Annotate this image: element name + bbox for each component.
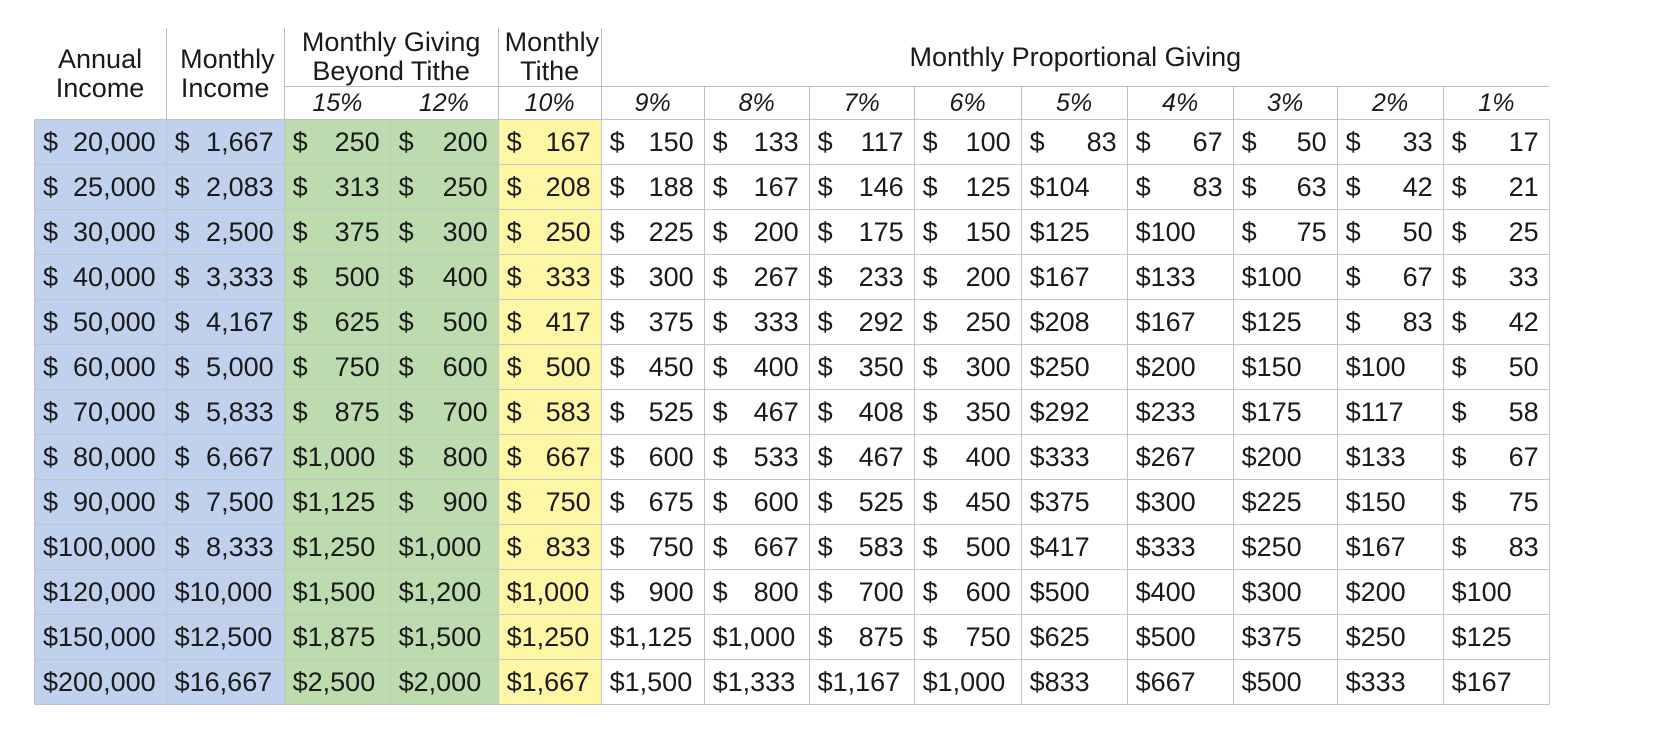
annual-income-header: Annual Income xyxy=(55,44,145,103)
table-row xyxy=(35,525,1550,570)
table-cell: $233 xyxy=(1127,390,1233,435)
table-cell: $ 375 xyxy=(284,210,390,255)
table-row xyxy=(35,120,1550,165)
table-cell: $ 350 xyxy=(914,390,1021,435)
table-cell: $ 67 xyxy=(1443,435,1549,480)
table-cell: $ 42 xyxy=(1443,300,1549,345)
table-cell: $ 2,500 xyxy=(166,210,284,255)
beyond-tithe-header: Monthly Giving Beyond Tithe xyxy=(284,28,498,87)
pct-header: 4% xyxy=(1127,87,1233,120)
table-cell: $1,875 xyxy=(284,615,390,660)
table-cell: $ 700 xyxy=(809,570,914,615)
table-cell: $ 875 xyxy=(284,390,390,435)
table-cell: $333 xyxy=(1127,525,1233,570)
table-cell: $625 xyxy=(1021,615,1127,660)
table-cell: $833 xyxy=(1021,660,1127,705)
table-cell: $ 833 xyxy=(498,525,601,570)
table-cell: $ 467 xyxy=(704,390,809,435)
table-cell: $ 133 xyxy=(704,120,809,165)
table-cell: $1,500 xyxy=(390,615,498,660)
table-cell: $ 500 xyxy=(284,255,390,300)
table-cell: $ 67 xyxy=(1337,255,1443,300)
table-cell: $100 xyxy=(1443,570,1549,615)
giving-table xyxy=(34,28,1550,705)
table-row xyxy=(35,165,1550,210)
table-cell: $ 300 xyxy=(914,345,1021,390)
table-cell: $ 150 xyxy=(914,210,1021,255)
table-cell: $ 233 xyxy=(809,255,914,300)
table-cell: $375 xyxy=(1233,615,1337,660)
table-cell: $1,250 xyxy=(498,615,601,660)
table-cell: $100 xyxy=(1337,345,1443,390)
table-cell: $ 200 xyxy=(914,255,1021,300)
table-cell: $1,000 xyxy=(914,660,1021,705)
table-cell: $225 xyxy=(1233,480,1337,525)
table-cell: $ 583 xyxy=(498,390,601,435)
table-cell: $292 xyxy=(1021,390,1127,435)
table-cell: $1,500 xyxy=(601,660,704,705)
table-cell: $400 xyxy=(1127,570,1233,615)
table-cell: $ 533 xyxy=(704,435,809,480)
table-cell: $ 58 xyxy=(1443,390,1549,435)
pct-header: 5% xyxy=(1021,87,1127,120)
table-cell: $ 525 xyxy=(809,480,914,525)
table-cell: $12,500 xyxy=(166,615,284,660)
table-cell: $ 467 xyxy=(809,435,914,480)
table-cell: $375 xyxy=(1021,480,1127,525)
table-cell: $ 400 xyxy=(390,255,498,300)
table-cell: $167 xyxy=(1443,660,1549,705)
table-cell: $2,500 xyxy=(284,660,390,705)
table-cell: $117 xyxy=(1337,390,1443,435)
table-cell: $ 20,000 xyxy=(35,120,167,165)
table-cell: $1,000 xyxy=(284,435,390,480)
table-cell: $ 750 xyxy=(498,480,601,525)
table-cell: $ 83 xyxy=(1127,165,1233,210)
table-cell: $ 7,500 xyxy=(166,480,284,525)
table-row xyxy=(35,210,1550,255)
table-cell: $ 600 xyxy=(390,345,498,390)
table-row xyxy=(35,660,1550,705)
table-cell: $ 200 xyxy=(704,210,809,255)
table-cell: $125 xyxy=(1233,300,1337,345)
table-cell: $ 60,000 xyxy=(35,345,167,390)
table-cell: $ 70,000 xyxy=(35,390,167,435)
table-cell: $ 750 xyxy=(601,525,704,570)
table-cell: $ 150 xyxy=(601,120,704,165)
table-cell: $ 40,000 xyxy=(35,255,167,300)
table-cell: $ 225 xyxy=(601,210,704,255)
table-cell: $ 3,333 xyxy=(166,255,284,300)
table-cell: $175 xyxy=(1233,390,1337,435)
table-cell: $ 500 xyxy=(914,525,1021,570)
table-cell: $ 500 xyxy=(498,345,601,390)
table-cell: $ 875 xyxy=(809,615,914,660)
table-cell: $ 267 xyxy=(704,255,809,300)
table-cell: $ 17 xyxy=(1443,120,1549,165)
table-cell: $125 xyxy=(1443,615,1549,660)
pct-header: 6% xyxy=(914,87,1021,120)
table-cell: $ 146 xyxy=(809,165,914,210)
table-cell: $ 450 xyxy=(601,345,704,390)
table-cell: $ 100 xyxy=(914,120,1021,165)
table-cell: $ 583 xyxy=(809,525,914,570)
table-row xyxy=(35,255,1550,300)
table-cell: $333 xyxy=(1337,660,1443,705)
table-cell: $ 5,833 xyxy=(166,390,284,435)
table-cell: $ 4,167 xyxy=(166,300,284,345)
table-cell: $167 xyxy=(1337,525,1443,570)
table-cell: $ 21 xyxy=(1443,165,1549,210)
table-cell: $ 42 xyxy=(1337,165,1443,210)
table-cell: $1,500 xyxy=(284,570,390,615)
table-cell: $200 xyxy=(1337,570,1443,615)
table-cell: $ 50 xyxy=(1443,345,1549,390)
table-cell: $ 300 xyxy=(601,255,704,300)
table-cell: $ 8,333 xyxy=(166,525,284,570)
monthly-income-header: Monthly Income xyxy=(166,28,284,120)
table-cell: $ 50,000 xyxy=(35,300,167,345)
table-cell: $200 xyxy=(1127,345,1233,390)
table-cell: $ 63 xyxy=(1233,165,1337,210)
table-cell: $125 xyxy=(1021,210,1127,255)
table-cell: $ 83 xyxy=(1443,525,1549,570)
table-cell: $200 xyxy=(1233,435,1337,480)
table-cell: $ 80,000 xyxy=(35,435,167,480)
table-cell: $ 50 xyxy=(1337,210,1443,255)
table-cell: $ 75 xyxy=(1443,480,1549,525)
table-cell: $ 675 xyxy=(601,480,704,525)
table-cell: $133 xyxy=(1127,255,1233,300)
pct-header: 3% xyxy=(1233,87,1337,120)
table-cell: $150 xyxy=(1337,480,1443,525)
table-row xyxy=(35,435,1550,480)
table-cell: $ 600 xyxy=(601,435,704,480)
table-row xyxy=(35,615,1550,660)
table-cell: $167 xyxy=(1127,300,1233,345)
table-cell: $1,667 xyxy=(498,660,601,705)
pct-header: 10% xyxy=(498,87,601,120)
table-cell: $200,000 xyxy=(35,660,167,705)
table-cell: $ 313 xyxy=(284,165,390,210)
table-cell: $ 25 xyxy=(1443,210,1549,255)
table-cell: $ 600 xyxy=(704,480,809,525)
table-cell: $ 600 xyxy=(914,570,1021,615)
table-cell: $ 900 xyxy=(601,570,704,615)
table-cell: $500 xyxy=(1021,570,1127,615)
table-cell: $ 83 xyxy=(1337,300,1443,345)
table-cell: $1,200 xyxy=(390,570,498,615)
pct-header: 15% xyxy=(284,87,390,120)
table-cell: $ 2,083 xyxy=(166,165,284,210)
table-cell: $100,000 xyxy=(35,525,167,570)
table-cell: $ 250 xyxy=(390,165,498,210)
table-cell: $250 xyxy=(1021,345,1127,390)
table-cell: $ 33 xyxy=(1443,255,1549,300)
pct-header: 2% xyxy=(1337,87,1443,120)
table-cell: $1,250 xyxy=(284,525,390,570)
table-cell: $167 xyxy=(1021,255,1127,300)
table-cell: $ 175 xyxy=(809,210,914,255)
table-cell: $10,000 xyxy=(166,570,284,615)
pct-header: 1% xyxy=(1443,87,1549,120)
table-cell: $ 400 xyxy=(914,435,1021,480)
table-cell: $ 667 xyxy=(498,435,601,480)
table-cell: $ 300 xyxy=(390,210,498,255)
table-cell: $ 333 xyxy=(704,300,809,345)
table-cell: $1,333 xyxy=(704,660,809,705)
table-cell: $1,167 xyxy=(809,660,914,705)
table-cell: $ 75 xyxy=(1233,210,1337,255)
table-cell: $ 200 xyxy=(390,120,498,165)
table-body xyxy=(35,120,1550,705)
table-cell: $16,667 xyxy=(166,660,284,705)
pct-header: 7% xyxy=(809,87,914,120)
table-cell: $417 xyxy=(1021,525,1127,570)
table-cell: $1,000 xyxy=(498,570,601,615)
table-cell: $ 250 xyxy=(284,120,390,165)
table-cell: $133 xyxy=(1337,435,1443,480)
table-row xyxy=(35,300,1550,345)
table-cell: $ 1,667 xyxy=(166,120,284,165)
table-cell: $ 90,000 xyxy=(35,480,167,525)
table-cell: $ 350 xyxy=(809,345,914,390)
monthly-tithe-header: Monthly Tithe xyxy=(498,28,601,87)
table-cell: $ 750 xyxy=(914,615,1021,660)
table-row xyxy=(35,570,1550,615)
table-cell: $ 450 xyxy=(914,480,1021,525)
table-row xyxy=(35,390,1550,435)
table-cell: $150,000 xyxy=(35,615,167,660)
table-cell: $ 6,667 xyxy=(166,435,284,480)
table-cell: $ 333 xyxy=(498,255,601,300)
table-cell: $1,000 xyxy=(390,525,498,570)
table-cell: $ 30,000 xyxy=(35,210,167,255)
table-cell: $100 xyxy=(1233,255,1337,300)
table-cell: $ 167 xyxy=(704,165,809,210)
table-cell: $104 xyxy=(1021,165,1127,210)
table-cell: $ 250 xyxy=(914,300,1021,345)
proportional-header: Monthly Proportional Giving xyxy=(601,28,1549,87)
table-cell: $500 xyxy=(1127,615,1233,660)
table-cell: $ 50 xyxy=(1233,120,1337,165)
pct-header: 12% xyxy=(390,87,498,120)
table-cell: $ 25,000 xyxy=(35,165,167,210)
table-cell: $208 xyxy=(1021,300,1127,345)
pct-header: 9% xyxy=(601,87,704,120)
table-cell: $ 5,000 xyxy=(166,345,284,390)
table-cell: $ 525 xyxy=(601,390,704,435)
table-row xyxy=(35,480,1550,525)
table-cell: $100 xyxy=(1127,210,1233,255)
table-cell: $120,000 xyxy=(35,570,167,615)
table-cell: $300 xyxy=(1127,480,1233,525)
table-cell: $ 408 xyxy=(809,390,914,435)
table-cell: $ 417 xyxy=(498,300,601,345)
table-cell: $ 208 xyxy=(498,165,601,210)
table-cell: $ 500 xyxy=(390,300,498,345)
table-cell: $1,125 xyxy=(284,480,390,525)
table-cell: $300 xyxy=(1233,570,1337,615)
table-cell: $ 800 xyxy=(704,570,809,615)
table-row xyxy=(35,345,1550,390)
table-cell: $ 67 xyxy=(1127,120,1233,165)
table-cell: $ 800 xyxy=(390,435,498,480)
table-cell: $ 750 xyxy=(284,345,390,390)
pct-header: 8% xyxy=(704,87,809,120)
table-cell: $ 667 xyxy=(704,525,809,570)
table-cell: $ 400 xyxy=(704,345,809,390)
table-cell: $ 33 xyxy=(1337,120,1443,165)
table-cell: $1,000 xyxy=(704,615,809,660)
table-cell: $250 xyxy=(1233,525,1337,570)
table-cell: $333 xyxy=(1021,435,1127,480)
table-cell: $500 xyxy=(1233,660,1337,705)
table-cell: $ 83 xyxy=(1021,120,1127,165)
table-cell: $ 292 xyxy=(809,300,914,345)
table-cell: $ 900 xyxy=(390,480,498,525)
table-cell: $267 xyxy=(1127,435,1233,480)
table-cell: $2,000 xyxy=(390,660,498,705)
table-cell: $ 167 xyxy=(498,120,601,165)
table-cell: $ 700 xyxy=(390,390,498,435)
table-cell: $ 188 xyxy=(601,165,704,210)
table-cell: $1,125 xyxy=(601,615,704,660)
table-cell: $ 125 xyxy=(914,165,1021,210)
table-cell: $667 xyxy=(1127,660,1233,705)
table-cell: $150 xyxy=(1233,345,1337,390)
table-cell: $ 117 xyxy=(809,120,914,165)
table-cell: $250 xyxy=(1337,615,1443,660)
table-cell: $ 250 xyxy=(498,210,601,255)
table-cell: $ 375 xyxy=(601,300,704,345)
table-cell: $ 625 xyxy=(284,300,390,345)
